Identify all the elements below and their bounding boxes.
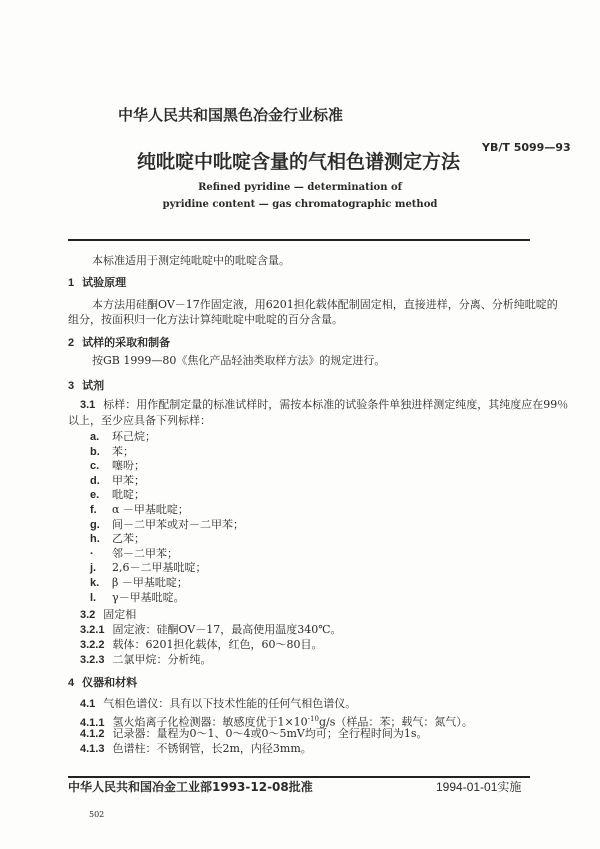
list-item bbox=[90, 459, 145, 473]
list-item bbox=[90, 532, 145, 546]
list-item-text: γ－甲基吡啶。 bbox=[112, 590, 185, 604]
list-item bbox=[90, 576, 188, 590]
section-4-1-2: 4.1.2 记录器：量程为0～1、0～4或0～5mV均可；全行程时间为1s。 bbox=[80, 727, 428, 740]
section-4-1: 4.1 气相色谱仪：具有以下技术性能的任何气相色谱仪。 bbox=[80, 697, 357, 710]
footer-rule bbox=[68, 776, 530, 778]
section-4-1-3: 4.1.3 色谱柱：不锈钢管，长2m，内径3mm。 bbox=[80, 742, 312, 755]
list-item-label: b. bbox=[90, 445, 100, 458]
list-item-label: · bbox=[90, 547, 94, 560]
effective-date: 1994-01-01实施 bbox=[436, 780, 522, 794]
list-item-text: 环己烷； bbox=[112, 430, 156, 443]
list-item-text: 噻吩； bbox=[112, 459, 145, 473]
list-item bbox=[90, 591, 185, 605]
list-item-label: a. bbox=[90, 431, 100, 443]
list-item bbox=[90, 445, 134, 459]
english-title-line-1: Refined pyridine — determination of bbox=[198, 182, 402, 193]
list-item bbox=[90, 503, 189, 517]
section-3-2-1: 3.2.1 固定液：硅酮OV－17，最高使用温度340℃。 bbox=[80, 623, 342, 636]
issuer-heading: 中华人民共和国黑色冶金行业标准 bbox=[118, 106, 344, 124]
approval-line: 中华人民共和国冶金工业部1993-12-08批准 bbox=[68, 780, 313, 794]
section-4-1-1: 4.1.1 氢火焰离子化检测器：敏感度优于$1\times 10^{-10}g/s$（样品：苯；载气：氮气）。 bbox=[80, 715, 473, 729]
list-item-label: e. bbox=[90, 489, 100, 502]
list-item-text: 乙苯； bbox=[112, 532, 145, 546]
document-title: 纯吡啶中吡啶含量的气相色谱测定方法 bbox=[137, 151, 461, 173]
section-4-heading: 4 仪器和材料 bbox=[68, 676, 138, 689]
list-item-text: 苯； bbox=[112, 444, 134, 458]
list-item-label: d. bbox=[90, 474, 100, 487]
list-item-label: j. bbox=[90, 562, 97, 575]
section-2-para: 按GB 1999—80《焦化产品轻油类取样方法》的规定进行。 bbox=[92, 354, 386, 367]
section-3-2: 3.2 固定相 bbox=[80, 608, 137, 621]
page-number: 502 bbox=[89, 810, 105, 819]
section-1-para-line-2: 组分，按面积归一化方法计算纯吡啶中吡啶的百分含量。 bbox=[68, 313, 343, 326]
list-item-text: 吡啶； bbox=[112, 488, 145, 502]
list-item-text: 间－二甲苯或对－二甲苯； bbox=[112, 517, 244, 531]
list-item-text: 邻－二甲苯； bbox=[112, 546, 178, 560]
english-title-line-2: pyridine content — gas chromatographic method bbox=[162, 199, 438, 210]
section-3-1-line-1: 3.1 标样：用作配制定量的标准试样时，需按本标准的试验条件单独进样测定纯度，其纯度应在99％ bbox=[80, 398, 569, 411]
section-1-para-line-1: 本方法用硅酮OV－17作固定液，用6201担化载体配制固定相，直接进样，分离、分析纯吡啶的 bbox=[92, 298, 558, 311]
list-item-label: c. bbox=[90, 460, 100, 473]
header-rule bbox=[68, 239, 530, 241]
list-item-label: k. bbox=[90, 577, 100, 589]
section-3-1-line-2: 以上，至少应具备下列标样： bbox=[68, 414, 211, 427]
section-2-heading: 2 试样的采取和制备 bbox=[68, 336, 171, 349]
list-item bbox=[90, 474, 145, 488]
list-item-text: 2,6－二甲基吡啶； bbox=[112, 561, 207, 575]
standard-code: YB/T 5099—93 bbox=[482, 141, 571, 154]
list-item-label: f. bbox=[90, 504, 97, 516]
list-item-text: 甲苯； bbox=[112, 473, 145, 487]
list-item-label: h. bbox=[90, 533, 100, 546]
section-3-heading: 3 试剂 bbox=[68, 379, 105, 392]
list-item bbox=[90, 488, 145, 502]
section-1-heading: 1 试验原理 bbox=[68, 276, 127, 289]
list-item bbox=[90, 561, 207, 575]
list-item bbox=[90, 518, 244, 532]
scope-text: 本标准适用于测定纯吡啶中的吡啶含量。 bbox=[92, 254, 290, 267]
list-item-text: β －甲基吡啶； bbox=[112, 576, 188, 589]
section-3-2-3: 3.2.3 二氯甲烷：分析纯。 bbox=[80, 653, 212, 666]
list-item bbox=[90, 547, 178, 561]
list-item-label: l. bbox=[90, 591, 97, 604]
list-item-text: α －甲基吡啶； bbox=[112, 503, 189, 516]
section-3-2-2: 3.2.2 载体：6201担化载体，红色，60～80目。 bbox=[80, 638, 323, 651]
list-item-label: g. bbox=[90, 518, 100, 531]
list-item bbox=[90, 430, 156, 444]
